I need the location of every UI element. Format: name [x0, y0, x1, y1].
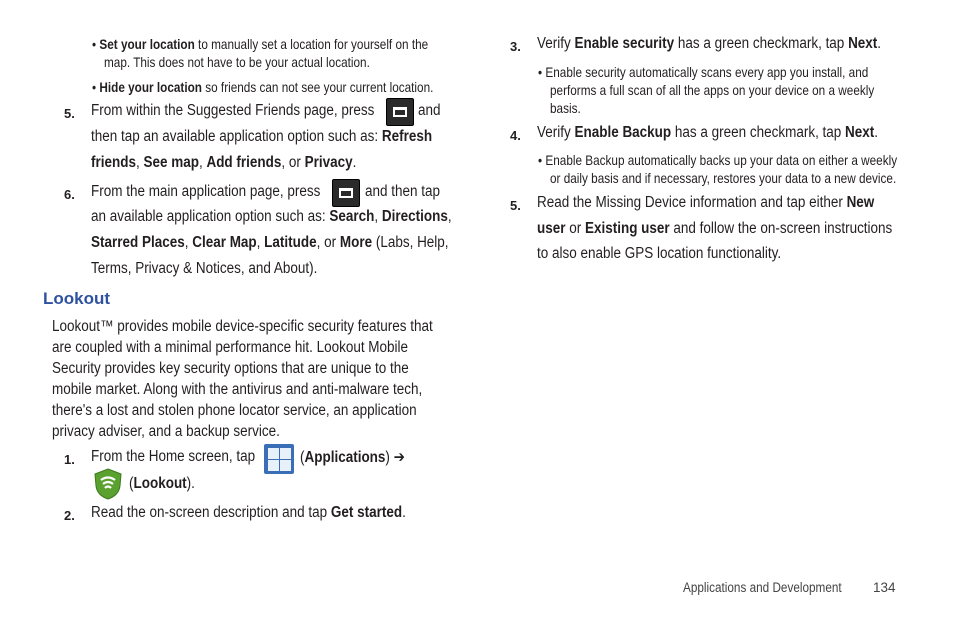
step-6-line-1-after [365, 183, 451, 201]
para-text: there's a lost and stolen phone locator service, an application [52, 402, 417, 419]
bullet-3-text: basis. [550, 100, 581, 116]
bullet-enable-security-cont [550, 82, 936, 98]
period: . [402, 504, 406, 521]
step-3-line [537, 35, 932, 53]
para-text: are coupled with a minimal performance hit. Lookout Mobile [52, 339, 409, 356]
gps-text: to also enable GPS location functionality. [537, 245, 782, 262]
bullet-enable-security-cont [550, 100, 587, 116]
section-heading: Lookout [43, 289, 111, 308]
step-5-line2-text: then tap an available application option such as: [91, 128, 382, 145]
para-line [52, 339, 461, 357]
step-5-line-1-after [418, 102, 444, 120]
paren-arrow: ) ➔ [385, 449, 405, 466]
bullet-set-location [92, 36, 492, 52]
bullet-3-text: performs a full scan of all the apps on your device on a weekly [550, 82, 875, 98]
para-text: privacy adviser, and a backup service. [52, 423, 280, 440]
separator: , [256, 234, 265, 251]
lookout-shield-icon [93, 468, 123, 500]
step-5-line-3 [91, 154, 396, 172]
paren: ). [186, 475, 195, 492]
clear-map-option: Clear Map [192, 234, 257, 251]
step-2-number: 2. [64, 508, 75, 523]
menu-key-icon [332, 179, 360, 207]
privacy-option: Privacy [304, 154, 353, 171]
applications-label: Applications [304, 449, 386, 466]
step-6-line-2 [91, 208, 505, 226]
step-1-applications [300, 448, 421, 467]
refresh-option: Refresh [381, 128, 433, 145]
next-label: Next [845, 124, 875, 141]
paren: ( [129, 475, 134, 492]
hide-location-text: so friends can not see your current location. [201, 79, 434, 95]
bullet-enable-backup-cont [550, 170, 954, 186]
verify-text: Verify [537, 35, 575, 52]
step-5b-text: Read the Missing Device information and tap either [537, 194, 847, 211]
para-line [52, 381, 478, 399]
starred-places-option: Starred Places [91, 234, 185, 251]
page-number: 134 [873, 580, 896, 595]
bullet-dot: • [92, 36, 100, 52]
step-6-number: 6. [64, 187, 75, 202]
bullet-dot: • [538, 152, 546, 168]
separator: , [374, 208, 382, 225]
step-6-line-4 [91, 260, 351, 278]
new-user-label: New [846, 194, 875, 211]
step-6-line2-text: an available application option such as: [91, 208, 330, 225]
step-5b-line-1 [537, 194, 925, 212]
step-1-number: 1. [64, 452, 75, 467]
next-label: Next [848, 35, 878, 52]
step-6-line-3 [91, 234, 502, 252]
get-started-label: Get started [330, 504, 403, 521]
search-option: Search [329, 208, 375, 225]
bullet-dot: • [538, 64, 546, 80]
set-location-text-2: map. This does not have to be your actual location. [104, 54, 370, 70]
add-friends-option: Add friends [206, 154, 282, 171]
step-1-text: From the Home screen, tap [91, 448, 256, 465]
para-text: Security provides key security options that are unique to the [52, 360, 409, 377]
footer-section [683, 580, 865, 595]
bullet-enable-security [538, 64, 931, 80]
enable-security-label: Enable security [574, 35, 675, 52]
existing-user-label: Existing user [584, 220, 670, 237]
separator: , [135, 154, 144, 171]
see-map-option: See map [143, 154, 199, 171]
paren: ( [300, 449, 305, 466]
more-option: More [339, 234, 373, 251]
step-5b-line-2 [537, 220, 945, 238]
step-3-number: 3. [510, 39, 521, 54]
bullet-3-text: Enable security automatically scans every app you install, and [545, 64, 869, 80]
applications-icon [264, 444, 294, 474]
bullet-hide-location [92, 79, 498, 95]
step-6-line4-text: Terms, Privacy & Notices, and About). [91, 260, 318, 277]
step-4-line [537, 124, 929, 142]
left-column [0, 0, 470, 636]
step-4-number: 4. [510, 128, 521, 143]
step-6-and-then-tap: and then tap [365, 183, 440, 200]
enable-backup-label: Enable Backup [574, 124, 672, 141]
hide-location-bold: Hide your location [99, 79, 202, 95]
step-4-mid: has a green checkmark, tap [671, 124, 846, 141]
step-5b-number: 5. [510, 198, 521, 213]
step-1-lookout [129, 475, 205, 493]
menu-key-icon [386, 98, 414, 126]
bullet-dot: • [92, 79, 100, 95]
step-3-mid: has a green checkmark, tap [674, 35, 849, 52]
bullet-4-text: or daily basis and if necessary, restores your data to a new device. [550, 170, 897, 186]
para-line [52, 360, 462, 378]
bullet-enable-backup [538, 152, 954, 168]
set-location-text-1: to manually set a location for yourself on the [194, 36, 429, 52]
separator: , or [281, 154, 305, 171]
separator: , [198, 154, 207, 171]
step-2-text: Read the on-screen description and tap [91, 504, 331, 521]
user-label: user [537, 220, 566, 237]
step-6-line-1 [91, 183, 355, 201]
para-line [52, 423, 314, 441]
step-5-line-2 [91, 128, 483, 146]
bullet-set-location-cont [104, 54, 421, 70]
right-column [470, 0, 954, 636]
para-text: mobile market. Along with the antivirus and anti-malware tech, [52, 381, 423, 398]
step-5b-line-3 [537, 245, 818, 263]
step-5-and: and [418, 102, 441, 119]
para-line [52, 402, 471, 420]
separator: , [447, 208, 452, 225]
or-text: or [565, 220, 585, 237]
step-5-text: From within the Suggested Friends page, press [91, 102, 375, 119]
step-1-line-1 [91, 448, 280, 466]
step-5-line-1 [91, 102, 417, 120]
step-2-line [91, 504, 453, 522]
more-details: (Labs, Help, [372, 234, 449, 251]
friends-option: friends [91, 154, 136, 171]
lookout-label: Lookout [133, 475, 187, 492]
step-6-text: From the main application page, press [91, 183, 321, 200]
latitude-option: Latitude [264, 234, 317, 251]
separator: , [184, 234, 193, 251]
footer-section-text: Applications and Development [683, 580, 842, 595]
bullet-4-text: Enable Backup automatically backs up your data on either a weekly [545, 152, 898, 168]
verify-text: Verify [537, 124, 575, 141]
period: . [874, 124, 879, 141]
follow-text: and follow the on-screen instructions [669, 220, 893, 237]
para-text: Lookout™ provides mobile device-specific security features that [52, 318, 433, 335]
step-5-number: 5. [64, 106, 75, 121]
set-location-bold: Set your location [99, 36, 195, 52]
para-line [52, 318, 490, 336]
period: . [352, 154, 357, 171]
separator: , or [316, 234, 340, 251]
period: . [877, 35, 882, 52]
directions-option: Directions [381, 208, 448, 225]
